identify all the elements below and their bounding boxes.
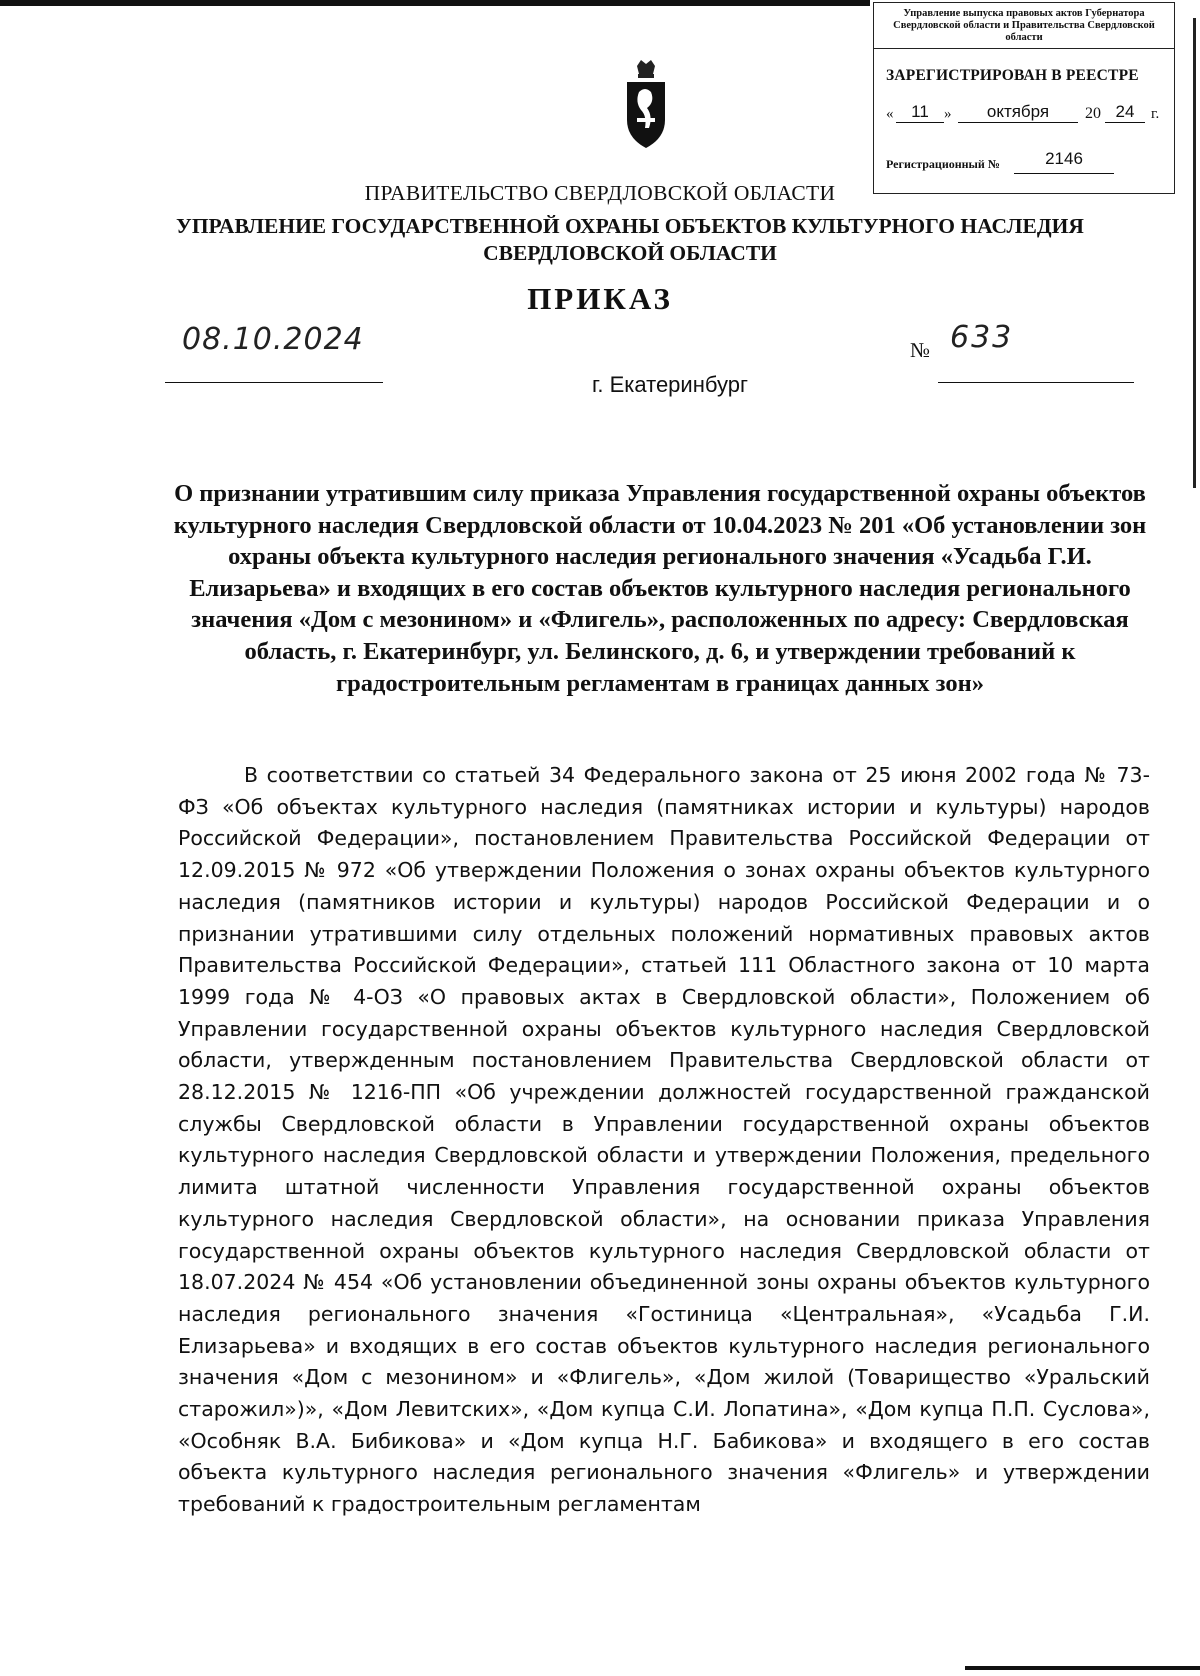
city: г. Екатеринбург	[592, 372, 748, 397]
order-date: 08.10.2024	[182, 322, 364, 357]
stamp-year-prefix: 20	[1085, 105, 1101, 122]
stamp-close-quote: »	[944, 106, 952, 122]
scan-edge-bottom	[965, 1666, 1200, 1670]
document-type: ПРИКАЗ	[527, 281, 673, 316]
body-paragraph: В соответствии со статьей 34 Федерального закона от 25 июня 2002 года № 73-ФЗ «Об объектах культурного наследия (памятниках истории и культуры) народов Российской Федерации», постановлением Правительства Российской Федерации от 12.09.2015 № 972 «Об утверждении Положения о зонах охраны объектов культурного наследия (памятников истории и культуры) народов Российской Федерации и о признании утратившими силу отдельных положений нормативных правовых актов Правительства Российской Федерации», статьей 111 Областного закона от 10 марта 1999 года № 4-ОЗ «О правовых актах в Свердловской области», Положением об Управлении государственной охраны объектов культурного наследия Свердловской области, утвержденным постановлением Правительства Свердловской области от 28.12.2015 № 1216-ПП «Об учреждении должностей государственной гражданской службы Свердловской области в Управлении государственной охраны объектов культурного наследия Свердловской области и утверждении Положения, предельного лимита штатной численности Управления государственной охраны объектов культурного наследия Свердловской области», на основании приказа Управления государственной охраны объектов культурного наследия Свердловской области от 18.07.2024 № 454 «Об установлении объединенной зоны охраны объектов культурного наследия регионального значения «Гостиница «Центральная», «Усадьба Г.И. Елизарьева» и входящих в его состав объектов культурного наследия регионального значения «Дом с мезонином» и «Флигель», «Дом жилой (Товарищество «Уральский старожил»)», «Дом Левитских», «Дом купца С.И. Лопатина», «Дом купца П.П. Суслова», «Особняк В.А. Бибикова» и «Дом купца Н.Г. Бабикова» и входящего в его состав объекта культурного наследия регионального значения «Флигель» и утверждении требований к градостроительным регламентам	[178, 763, 1150, 1517]
government-name: ПРАВИТЕЛЬСТВО СВЕРДЛОВСКОЙ ОБЛАСТИ	[364, 181, 836, 205]
stamp-day: 11	[896, 102, 944, 123]
stamp-registered-label: ЗАРЕГИСТРИРОВАН В РЕЕСТРЕ	[886, 67, 1139, 84]
stamp-date	[880, 103, 1172, 127]
registration-stamp	[873, 2, 1175, 194]
coat-of-arms-icon	[623, 58, 669, 150]
body-text	[178, 760, 1150, 1521]
department-name: УПРАВЛЕНИЕ ГОСУДАРСТВЕННОЙ ОХРАНЫ ОБЪЕКТОВ КУЛЬТУРНОГО НАСЛЕДИЯ СВЕРДЛОВСКОЙ ОБЛАСТИ	[176, 214, 1084, 265]
scan-edge-top	[0, 0, 870, 6]
scan-edge-right	[1193, 18, 1196, 488]
stamp-open-quote: «	[886, 106, 894, 122]
stamp-month: октября	[958, 102, 1078, 123]
stamp-header: Управление выпуска правовых актов Губернатора Свердловской области и Правительства Свердловской области	[874, 3, 1174, 49]
stamp-year-mark: г.	[1151, 106, 1160, 122]
stamp-year-suffix: 24	[1105, 102, 1145, 123]
order-subject: О признании утратившим силу приказа Управления государственной охраны объектов культурного наследия Свердловской области от 10.04.2023 № 201 «Об установлении зон охраны объекта культурного наследия регионального значения «Усадьба Г.И. Елизарьева» и входящих в его состав объектов культурного наследия регионального значения «Дом с мезонином» и «Флигель», расположенных по адресу: Свердловская область, г. Екатеринбург, ул. Белинского, д. 6, и утверждении требований к градостроительным регламентам в границах данных зон»	[173, 480, 1147, 697]
order-number: 633	[950, 320, 1014, 355]
stamp-reg-number: 2146	[1014, 149, 1114, 174]
stamp-reg-number-label: Регистрационный №	[886, 157, 1000, 171]
number-sign: №	[910, 338, 931, 362]
